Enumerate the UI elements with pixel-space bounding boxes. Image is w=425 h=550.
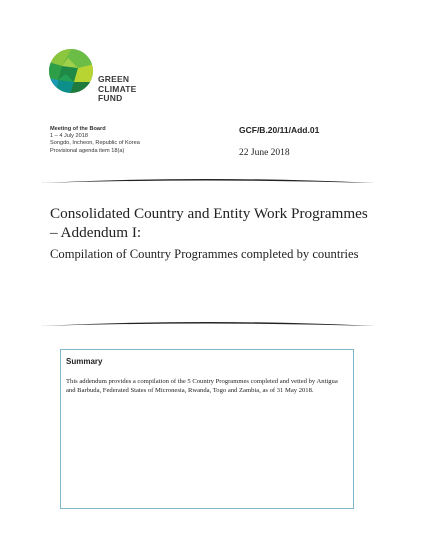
document-subtitle: Compilation of Country Programmes completed by countries bbox=[50, 247, 359, 261]
logo-text-climate: CLIMATE bbox=[98, 83, 137, 94]
document-title: Consolidated Country and Entity Work Programmes – Addendum I: bbox=[50, 205, 368, 241]
summary-heading: Summary bbox=[66, 357, 103, 366]
bottom-divider bbox=[40, 320, 375, 330]
logo-text-green: GREEN bbox=[98, 74, 130, 84]
logo-text-fund: FUND bbox=[98, 93, 123, 103]
meeting-info bbox=[50, 126, 220, 155]
meeting-location: Songdo, Incheon, Republic of Korea bbox=[50, 140, 140, 147]
gcf-logo bbox=[48, 48, 148, 108]
top-divider bbox=[40, 177, 375, 187]
document-date: 22 June 2018 bbox=[239, 148, 290, 158]
meeting-agenda-item: Provisional agenda item 18(a) bbox=[50, 147, 125, 154]
green-climate-fund-globe-icon bbox=[48, 48, 94, 94]
summary-box bbox=[60, 349, 354, 509]
meeting-heading: Meeting of the Board bbox=[50, 126, 106, 132]
document-reference: GCF/B.20/11/Add.01 bbox=[239, 125, 320, 135]
summary-body: This addendum provides a compilation of the 5 Country Programmes completed and vetted by Antigua and Barbuda, Federated States of Micronesia, Rwanda, Togo and Zambia, as of 31 May 2018. bbox=[66, 378, 338, 394]
meeting-dates: 1 – 4 July 2018 bbox=[50, 133, 88, 140]
